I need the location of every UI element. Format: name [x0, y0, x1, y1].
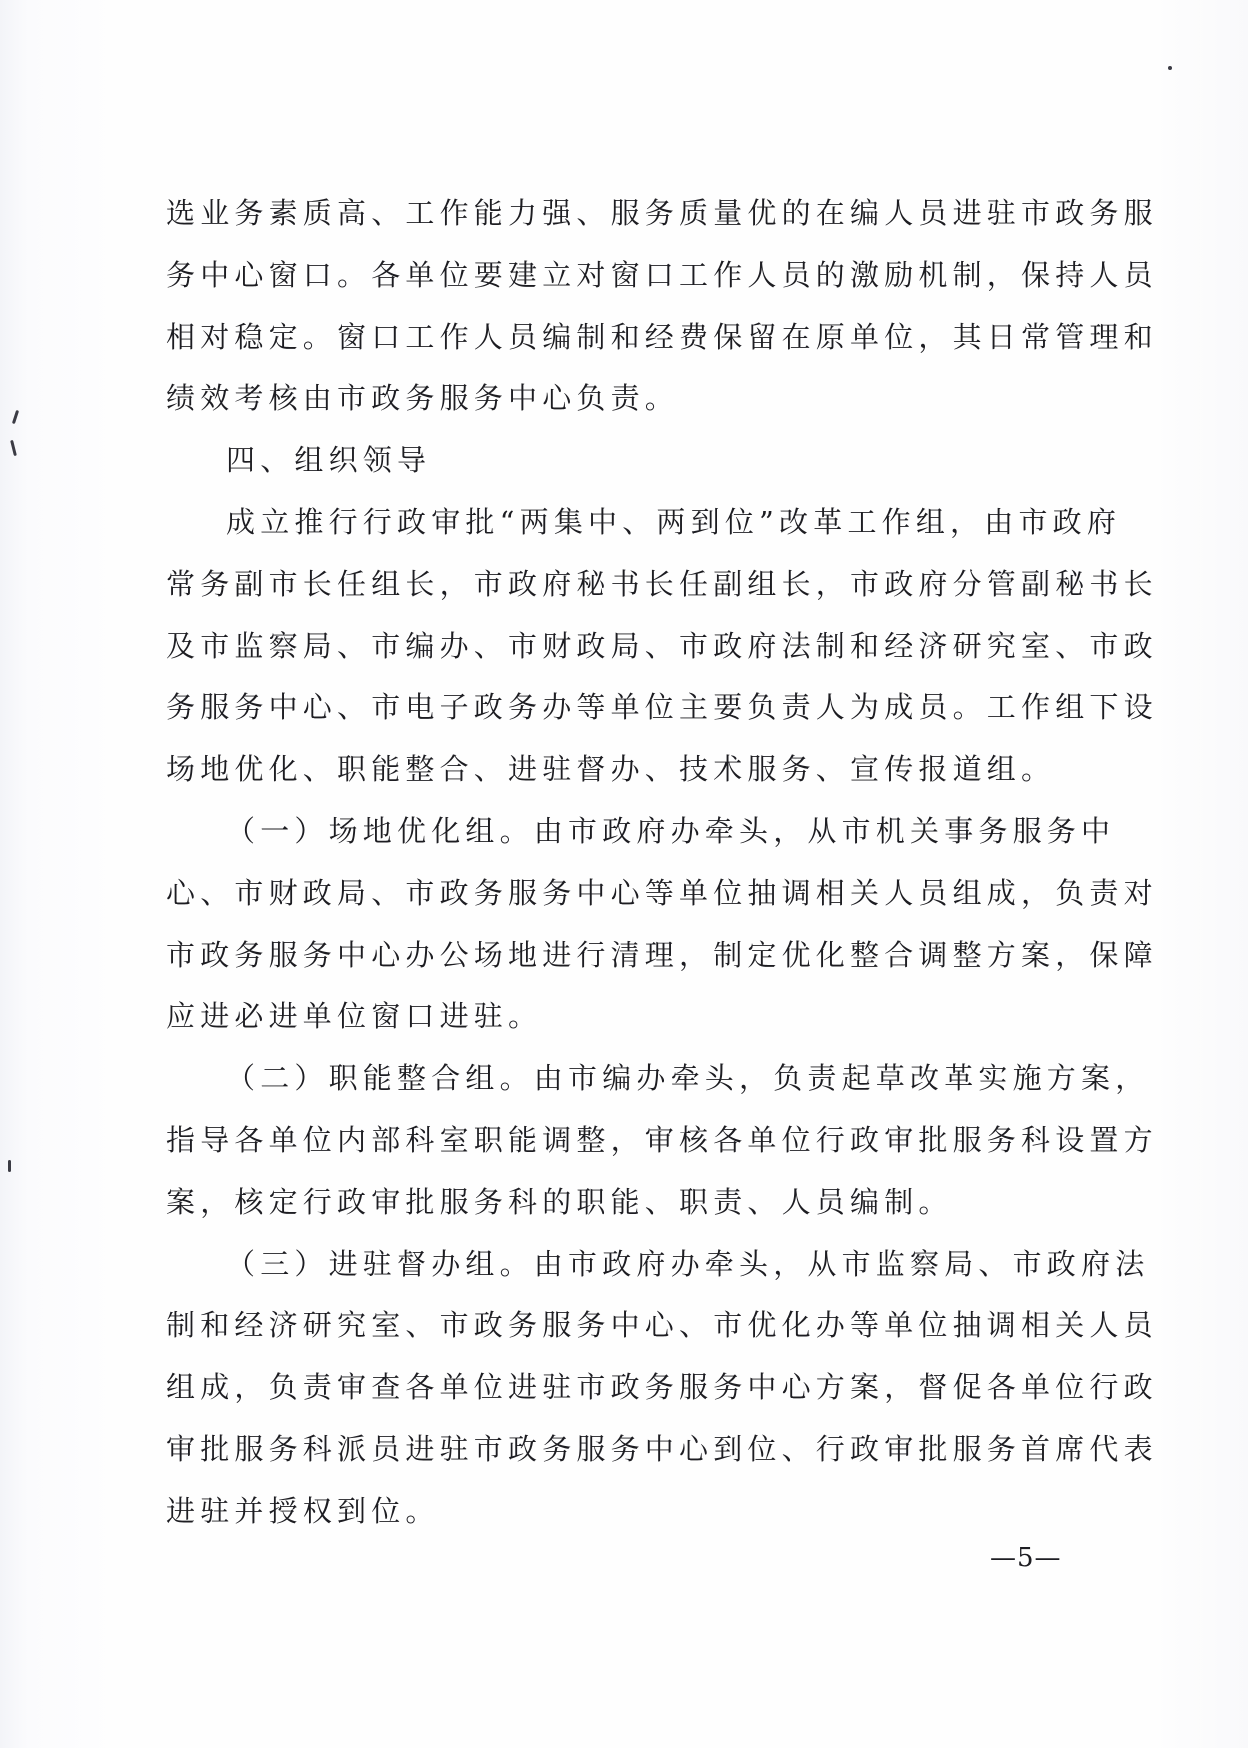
- text-line: 绩效考核由市政务服务中心负责。: [166, 381, 680, 416]
- page-number: —5—: [990, 1543, 1062, 1573]
- text-line: 制和经济研究室、市政务服务中心、市优化办等单位抽调相关人员: [166, 1308, 1158, 1343]
- text-line: （三）进驻督办组。由市政府办牵头，从市监察局、市政府法: [226, 1246, 1150, 1281]
- text-line: 心、市财政局、市政务服务中心等单位抽调相关人员组成，负责对: [166, 875, 1158, 910]
- text-line: （一）场地优化组。由市政府办牵头，从市机关事务服务中: [226, 813, 1116, 848]
- text-line: 场地优化、职能整合、进驻督办、技术服务、宣传报道组。: [166, 752, 1056, 787]
- text-line: 选业务素质高、工作能力强、服务质量优的在编人员进驻市政务服: [166, 196, 1158, 230]
- dust-speck: [1168, 66, 1172, 70]
- text-line: 成立推行行政审批“两集中、两到位”改革工作组，由市政府: [226, 504, 1122, 539]
- binding-hole-mark: [10, 440, 17, 456]
- binding-hole-mark: [12, 410, 19, 424]
- text-line: 及市监察局、市编办、市财政局、市政府法制和经济研究室、市政: [166, 628, 1158, 663]
- text-line: 四、组织领导: [226, 443, 432, 478]
- binding-hole-mark: [8, 1160, 11, 1172]
- text-line: 应进必进单位窗口进驻。: [166, 999, 543, 1034]
- text-line: 相对稳定。窗口工作人员编制和经费保留在原单位，其日常管理和: [166, 319, 1158, 354]
- text-line: 指导各单位内部科室职能调整，审核各单位行政审批服务科设置方: [166, 1122, 1158, 1157]
- text-line: （二）职能整合组。由市编办牵头，负责起草改革实施方案，: [226, 1061, 1150, 1096]
- text-line: 组成，负责审查各单位进驻市政务服务中心方案，督促各单位行政: [166, 1370, 1158, 1405]
- text-line: 务服务中心、市电子政务办等单位主要负责人为成员。工作组下设: [166, 690, 1158, 725]
- text-line: 审批服务科派员进驻市政务服务中心到位、行政审批服务首席代表: [166, 1431, 1158, 1466]
- text-line: 市政务服务中心办公场地进行清理，制定优化整合调整方案，保障: [166, 937, 1158, 972]
- document-body: [166, 183, 1158, 1543]
- text-line: 案，核定行政审批服务科的职能、职责、人员编制。: [166, 1184, 953, 1219]
- text-line: 常务副市长任组长，市政府秘书长任副组长，市政府分管副秘书长: [166, 566, 1158, 601]
- text-line: 进驻并授权到位。: [166, 1493, 440, 1528]
- text-line: 务中心窗口。各单位要建立对窗口工作人员的激励机制，保持人员: [166, 257, 1158, 292]
